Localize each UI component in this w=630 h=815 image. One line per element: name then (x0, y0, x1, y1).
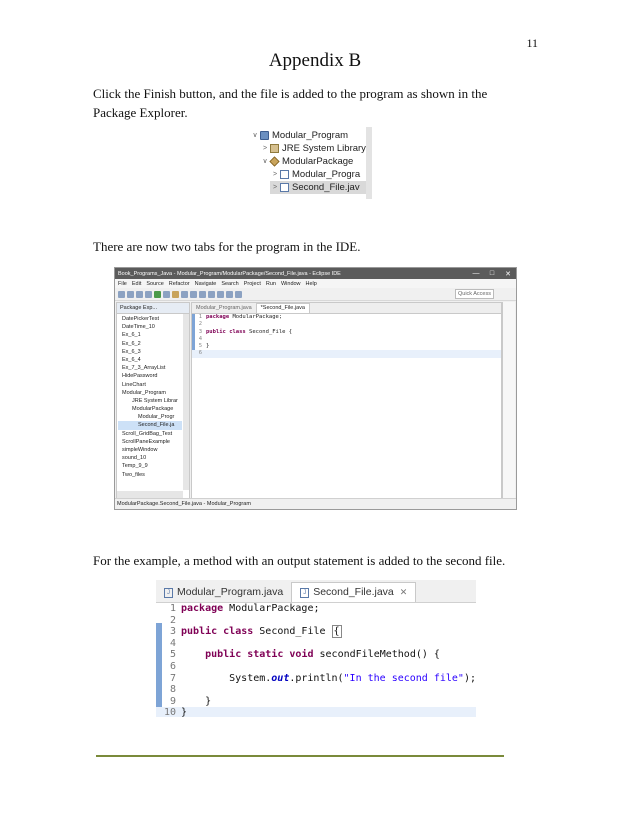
line-number: 2 (169, 614, 176, 626)
code-line[interactable] (156, 707, 476, 717)
editor-tabs (192, 303, 501, 314)
code-text: } (181, 695, 212, 707)
code-line[interactable] (156, 626, 476, 638)
tree-item[interactable]: sound_10 (122, 455, 147, 462)
tree-item[interactable]: Scroll_GridBag_Test (122, 430, 173, 437)
code-line[interactable] (156, 603, 476, 615)
menu-edit[interactable]: Edit (131, 280, 142, 287)
window-title-bar (115, 268, 516, 279)
tree-item[interactable]: Temp_9_9 (122, 463, 148, 470)
code-editor[interactable] (192, 314, 501, 358)
new-icon[interactable] (118, 291, 125, 298)
code-line[interactable] (192, 350, 501, 357)
code-line[interactable] (192, 336, 501, 343)
tree-item[interactable]: Two_files (122, 471, 145, 478)
tree-item-jre-library[interactable] (260, 142, 366, 155)
paragraph-example: For the example, a method with an output statement is added to the second file. (93, 553, 506, 568)
code-text: public static void secondFileMethod() { (205, 649, 440, 661)
menu-window[interactable]: Window (280, 280, 301, 287)
footer-rule (96, 755, 504, 757)
line-number: 2 (198, 321, 202, 328)
tree-item[interactable]: DateTime_10 (122, 324, 155, 331)
line-number: 6 (169, 660, 176, 672)
collapse-arrow-icon[interactable]: > (272, 171, 278, 178)
line-number: 5 (169, 649, 176, 661)
expand-arrow-icon[interactable]: ∨ (262, 158, 268, 165)
menu-run[interactable]: Run (265, 280, 276, 287)
code-text: public class Second_File { (206, 328, 293, 335)
tab-modular-program[interactable]: Modular_Program.java (196, 305, 252, 311)
menu-help[interactable]: Help (305, 280, 317, 287)
next-annotation-icon[interactable] (208, 291, 215, 298)
tree-item[interactable]: JRE System Librar (132, 397, 178, 404)
close-icon[interactable]: ✕ (505, 270, 511, 278)
code-text: package ModularPackage; (181, 603, 320, 614)
line-number: 8 (169, 684, 176, 696)
status-bar: ModularPackage.Second_File.java - Modular_Program (115, 498, 516, 509)
toolbar (115, 288, 516, 301)
code-line[interactable] (156, 638, 476, 650)
code-line[interactable] (192, 329, 501, 336)
tree-item-second-file[interactable] (270, 181, 366, 194)
tree-item[interactable]: Ex_6_1 (122, 332, 141, 339)
menu-source[interactable]: Source (146, 280, 164, 287)
back-icon[interactable] (226, 291, 233, 298)
tree-item[interactable]: simpleWindow (122, 447, 158, 453)
menu-refactor[interactable]: Refactor (168, 280, 190, 287)
tree-item[interactable]: Ex_7_3_ArrayList (122, 365, 166, 372)
code-line[interactable] (156, 696, 476, 708)
java-file-icon (280, 170, 289, 179)
tab-second-file[interactable] (291, 582, 416, 602)
run-icon[interactable] (154, 291, 161, 298)
tree-item[interactable]: Ex_6_3 (122, 348, 141, 355)
code-text: } (181, 707, 188, 717)
tree-item-label: ModularPackage (282, 156, 354, 167)
package-explorer-screenshot (246, 127, 372, 199)
java-file-icon (280, 183, 289, 192)
code-line[interactable] (192, 314, 501, 321)
debug-icon[interactable] (145, 291, 152, 298)
line-number: 1 (198, 314, 202, 320)
tree-item[interactable]: ModularPackage (132, 406, 174, 413)
editor-area (191, 302, 502, 499)
code-line[interactable] (192, 321, 501, 328)
vertical-scrollbar[interactable] (366, 127, 372, 199)
tree-item[interactable]: Modular_Program (122, 389, 167, 396)
right-toolbar (502, 302, 515, 499)
code-line[interactable] (156, 684, 476, 696)
eclipse-window-screenshot (114, 267, 517, 510)
code-line[interactable] (156, 673, 476, 685)
line-number: 6 (198, 350, 202, 357)
menu-bar (115, 279, 516, 288)
package-explorer-view (116, 302, 190, 499)
package-icon (269, 156, 279, 166)
save-icon[interactable] (127, 291, 134, 298)
horizontal-scrollbar[interactable] (117, 491, 183, 498)
tree-item[interactable]: Ex_6_2 (122, 340, 141, 347)
tree-item[interactable]: HidePassword (122, 373, 158, 380)
project-icon (260, 131, 269, 140)
print-icon[interactable] (136, 291, 143, 298)
tree-item[interactable]: Second_File.ja (118, 421, 182, 429)
code-text: System.out.println("In the second file"); (180, 672, 476, 684)
editor-tabs (156, 580, 476, 603)
line-number: 3 (198, 328, 202, 335)
line-number: 4 (198, 335, 202, 342)
window-title: Book_Programs_Java - Modular_Program/ModularPackage/Second_File.java - Eclipse IDE (118, 270, 341, 277)
tree-item[interactable]: ScrollPaneExample (122, 438, 170, 445)
tree-item[interactable]: Ex_6_4 (122, 356, 141, 363)
tree-item-modular-program-java[interactable] (270, 168, 360, 181)
paragraph-tabs: There are now two tabs for the program in the IDE. (93, 239, 361, 254)
code-line[interactable] (156, 661, 476, 673)
tree-item-label: Modular_Progra (292, 169, 361, 180)
tree-item-label: JRE System Library (282, 143, 366, 154)
menu-file[interactable]: File (118, 280, 127, 287)
line-number: 1 (169, 603, 176, 614)
tree-item[interactable]: DatePickerTest (122, 316, 159, 322)
menu-search[interactable]: Search (221, 280, 239, 287)
tab-modular-program[interactable] (156, 583, 291, 602)
collapse-arrow-icon[interactable]: > (272, 184, 278, 191)
library-icon (270, 144, 279, 153)
maximize-icon[interactable]: □ (489, 270, 495, 277)
collapse-arrow-icon[interactable]: > (262, 145, 268, 152)
code-line[interactable] (156, 615, 476, 627)
menu-navigate[interactable]: Navigate (194, 280, 217, 287)
code-line[interactable] (156, 649, 476, 661)
tree-item[interactable]: Modular_Progr (138, 414, 175, 421)
line-number: 5 (198, 343, 202, 350)
page-heading: Appendix B (268, 50, 362, 71)
tab-second-file[interactable]: *Second_File.java (256, 303, 310, 313)
code-text: public class Second_File { (181, 626, 340, 638)
editor-screenshot (156, 580, 476, 717)
paragraph-finish: Click the Finish button, and the file is added to the program as shown in the Package Explorer. (93, 86, 488, 120)
menu-project[interactable]: Project (243, 280, 261, 287)
prev-annotation-icon[interactable] (217, 291, 224, 298)
tree-item-modular-program[interactable] (250, 129, 348, 142)
tree-item-label: Second_File.jav (292, 182, 360, 193)
code-line[interactable] (192, 343, 501, 350)
search-icon[interactable] (199, 291, 206, 298)
code-text: package ModularPackage; (206, 314, 283, 320)
page-number: 11 (526, 36, 538, 50)
line-number: 10 (163, 707, 176, 717)
java-file-icon: J (300, 588, 309, 598)
open-type-icon[interactable] (190, 291, 197, 298)
tree-item-modular-package[interactable] (260, 155, 353, 168)
line-number: 9 (169, 695, 176, 707)
quick-access-field[interactable]: Quick Access (455, 289, 494, 299)
line-number: 7 (169, 672, 176, 684)
new-package-icon[interactable] (172, 291, 179, 298)
code-editor[interactable] (156, 603, 476, 717)
tree-item-label: Modular_Program (272, 130, 349, 141)
tab-label: Modular_Program.java (177, 586, 284, 598)
forward-icon[interactable] (235, 291, 242, 298)
tab-label: Second_File.java (313, 586, 394, 598)
line-number: 4 (169, 637, 176, 649)
new-class-icon[interactable] (181, 291, 188, 298)
project-tree (118, 315, 182, 479)
close-icon[interactable]: ✕ (399, 587, 408, 597)
tree-item[interactable]: LineChart (122, 381, 146, 388)
package-explorer-tab[interactable]: Package Exp... (117, 303, 189, 314)
line-number: 3 (169, 626, 176, 638)
vertical-scrollbar[interactable] (183, 314, 189, 490)
code-text: } (206, 343, 210, 350)
external-tools-icon[interactable] (163, 291, 170, 298)
java-file-icon: J (164, 588, 173, 598)
expand-arrow-icon[interactable]: ∨ (252, 132, 258, 139)
minimize-icon[interactable]: — (472, 270, 480, 277)
